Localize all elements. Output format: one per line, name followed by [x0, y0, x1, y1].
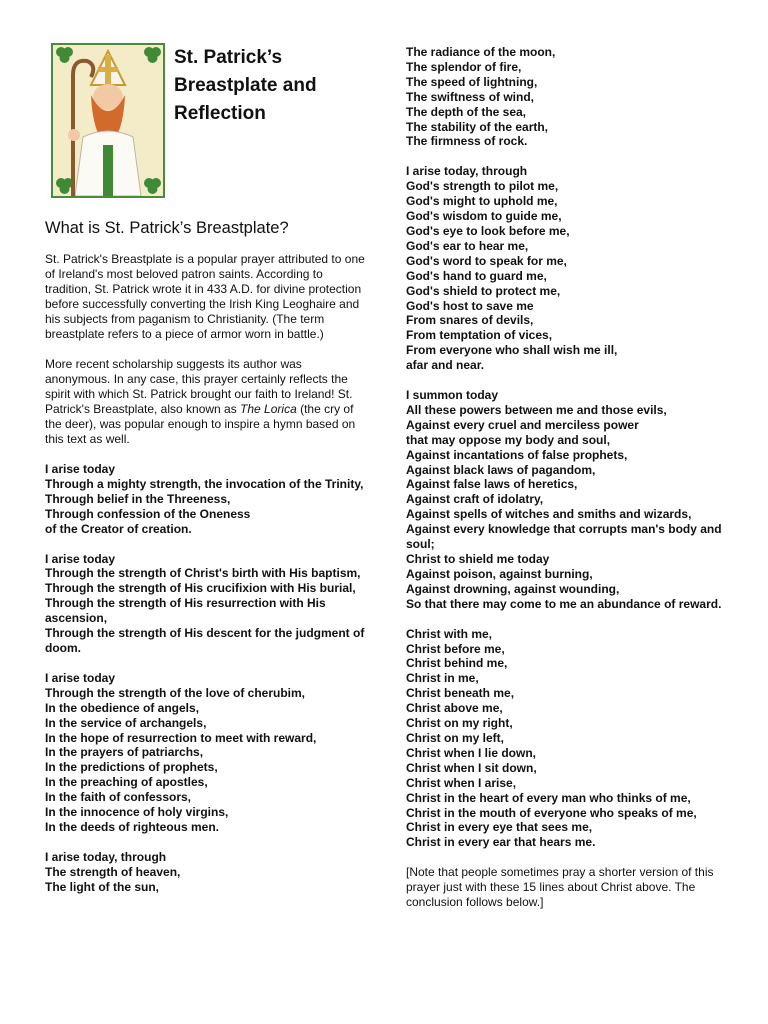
- prayer-line: In the predictions of prophets,: [45, 760, 218, 775]
- prayer-line: Against every knowledge that corrupts man's body and soul;: [406, 522, 722, 552]
- prayer-line: In the innocence of holy virgins,: [45, 805, 229, 820]
- lorica-title: The Lorica: [240, 402, 297, 416]
- prayer-stanzas-left: [45, 462, 365, 895]
- scholarship-text-before: More recent scholarship suggests its author was anonymous. In any case, this prayer certainly reflects the spirit with which St. Patrick brought our faith to Ireland! St. Patrick's Breastplate, also known as: [45, 357, 353, 416]
- prayer-line: that may oppose my body and soul,: [406, 432, 611, 447]
- prayer-line: Christ behind me,: [406, 656, 508, 671]
- prayer-line: Through the strength of the love of cherubim,: [45, 685, 305, 700]
- prayer-line: Against poison, against burning,: [406, 566, 593, 581]
- prayer-line: The splendor of fire,: [406, 59, 522, 74]
- prayer-stanza: [406, 164, 736, 373]
- prayer-line: God's word to speak for me,: [406, 253, 567, 268]
- prayer-line: Against drowning, against wounding,: [406, 581, 620, 596]
- left-column: [45, 40, 365, 910]
- prayer-line: The speed of lightning,: [406, 74, 538, 89]
- prayer-line: The strength of heaven,: [45, 864, 181, 879]
- prayer-line: Through a mighty strength, the invocation of the Trinity,: [45, 476, 364, 491]
- prayer-line: So that there may come to me an abundance of reward.: [406, 596, 722, 611]
- prayer-line: Against every cruel and merciless power: [406, 417, 639, 432]
- intro-paragraph: St. Patrick's Breastplate is a popular prayer attributed to one of Ireland's most beloved patron saints. According to tradition, St. Patrick wrote it in 433 A.D. for divine protection before successfully converting the Irish King Leoghaire and his subjects from paganism to Christianity. (The term breastplate refers to a piece of armor worn in battle.): [45, 252, 365, 341]
- prayer-line: In the preaching of apostles,: [45, 775, 208, 790]
- prayer-line: Against incantations of false prophets,: [406, 447, 628, 462]
- prayer-line: Christ in the heart of every man who thinks of me,: [406, 790, 691, 805]
- prayer-line: Christ in me,: [406, 671, 479, 686]
- prayer-line: In the faith of confessors,: [45, 790, 192, 805]
- prayer-line: Through the strength of Christ's birth with His baptism,: [45, 566, 361, 581]
- shorter-version-note: [Note that people sometimes pray a shorter version of this prayer just with these 15 lines about Christ above. The conclusion follows below.]: [406, 865, 714, 910]
- prayer-line: I arise today, through: [45, 849, 167, 864]
- prayer-line: afar and near.: [406, 358, 485, 373]
- prayer-line: Christ when I arise,: [406, 775, 517, 790]
- prayer-line: God's eye to look before me,: [406, 223, 570, 238]
- right-column: [406, 45, 736, 910]
- prayer-stanza: [406, 388, 736, 612]
- prayer-line: I arise today, through: [406, 164, 528, 179]
- prayer-line: I summon today: [406, 388, 499, 403]
- prayer-line: God's wisdom to guide me,: [406, 209, 562, 224]
- prayer-line: Against black laws of pagandom,: [406, 462, 596, 477]
- prayer-line: God's might to uphold me,: [406, 194, 558, 209]
- prayer-line: All these powers between me and those evils,: [406, 402, 667, 417]
- prayer-line: of the Creator of creation.: [45, 521, 192, 536]
- prayer-line: Against spells of witches and smiths and wizards,: [406, 507, 692, 522]
- prayer-stanza: [45, 850, 365, 895]
- prayer-line: Through the strength of His descent for the judgment of doom.: [45, 626, 365, 655]
- prayer-stanzas-right: [406, 45, 736, 850]
- prayer-line: Christ with me,: [406, 626, 493, 641]
- prayer-line: I arise today: [45, 462, 116, 476]
- prayer-line: Christ above me,: [406, 701, 503, 716]
- prayer-line: The firmness of rock.: [406, 134, 528, 149]
- st-patrick-illustration: [51, 43, 165, 198]
- prayer-line: Christ beneath me,: [406, 686, 515, 701]
- prayer-line: Christ in every eye that sees me,: [406, 820, 593, 835]
- scholarship-paragraph: [45, 357, 365, 447]
- prayer-stanza: [45, 552, 365, 656]
- prayer-line: Christ when I sit down,: [406, 760, 537, 775]
- prayer-line: In the deeds of righteous men.: [45, 819, 220, 834]
- prayer-line: From everyone who shall wish me ill,: [406, 343, 618, 358]
- prayer-line: Through belief in the Threeness,: [45, 491, 231, 506]
- prayer-line: In the prayers of patriarchs,: [45, 745, 204, 760]
- prayer-line: God's shield to protect me,: [406, 283, 561, 298]
- prayer-line: Christ before me,: [406, 641, 505, 656]
- prayer-line: The depth of the sea,: [406, 104, 527, 119]
- document-title: St. Patrick’s Breastplate and Reflection: [174, 47, 317, 124]
- prayer-stanza: [45, 462, 365, 537]
- scholarship-text-after: (the cry of the deer), was popular enough to inspire a hymn based on this text as well.: [45, 402, 356, 446]
- prayer-line: Christ to shield me today: [406, 552, 550, 566]
- prayer-line: Christ in the mouth of everyone who speaks of me,: [406, 805, 697, 820]
- prayer-line: God's hand to guard me,: [406, 268, 547, 283]
- prayer-line: Through the strength of His crucifixion with His burial,: [45, 581, 356, 596]
- prayer-line: In the service of archangels,: [45, 715, 207, 730]
- prayer-line: Christ on my left,: [406, 730, 505, 745]
- prayer-line: The swiftness of wind,: [406, 89, 535, 104]
- prayer-stanza: [406, 627, 736, 851]
- prayer-line: I arise today: [45, 670, 116, 685]
- prayer-line: Christ on my right,: [406, 716, 513, 731]
- prayer-line: In the hope of resurrection to meet with reward,: [45, 730, 317, 745]
- prayer-line: From temptation of vices,: [406, 328, 553, 343]
- section-heading: What is St. Patrick’s Breastplate?: [45, 219, 289, 237]
- prayer-line: Christ in every ear that hears me.: [406, 835, 596, 850]
- prayer-line: I arise today: [45, 551, 116, 566]
- prayer-line: The stability of the earth,: [406, 119, 549, 134]
- prayer-stanza: [406, 45, 736, 149]
- prayer-line: The light of the sun,: [45, 879, 159, 894]
- prayer-line: The radiance of the moon,: [406, 45, 556, 59]
- prayer-line: God's strength to pilot me,: [406, 179, 559, 194]
- prayer-line: Through confession of the Oneness: [45, 506, 251, 521]
- prayer-line: From snares of devils,: [406, 313, 534, 328]
- prayer-line: Against false laws of heretics,: [406, 477, 578, 492]
- prayer-line: Christ when I lie down,: [406, 745, 537, 760]
- prayer-line: Through the strength of His resurrection with His ascension,: [45, 596, 326, 626]
- prayer-line: God's ear to hear me,: [406, 238, 529, 253]
- prayer-line: God's host to save me: [406, 298, 534, 313]
- prayer-stanza: [45, 671, 365, 835]
- prayer-line: Against craft of idolatry,: [406, 492, 544, 507]
- prayer-line: In the obedience of angels,: [45, 700, 200, 715]
- document-header: [45, 40, 365, 200]
